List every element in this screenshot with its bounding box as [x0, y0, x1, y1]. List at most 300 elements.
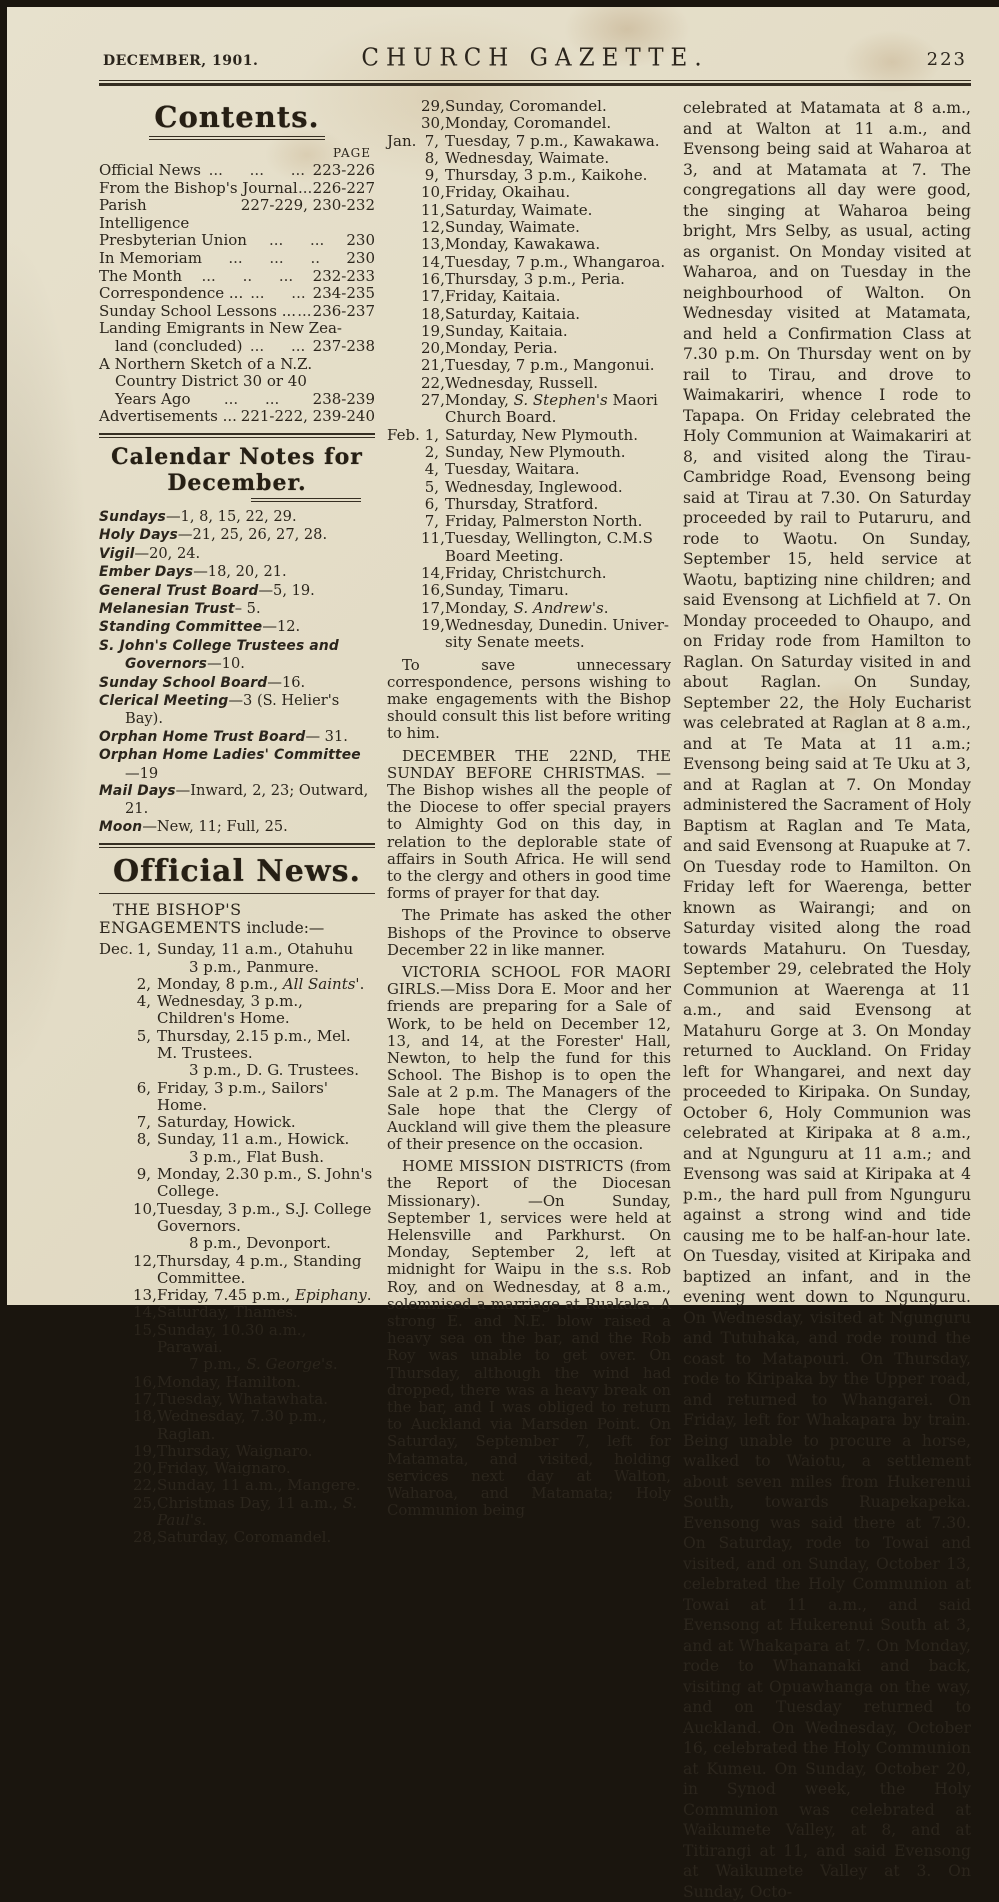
engagement-month: [387, 565, 421, 582]
engagement-month: [387, 271, 421, 288]
engagement-month: [387, 202, 421, 219]
engagement-day: 7,: [136, 1113, 151, 1132]
contents-entry-line: A Northern Sketch of a N.Z.: [99, 354, 313, 373]
calendar-entry-term: Standing Committee: [99, 619, 263, 636]
engagement-detail: Wednesday, Russell.: [445, 373, 599, 392]
engagement-day: [133, 1149, 157, 1166]
engagement-month: [99, 1356, 133, 1373]
calendar-entry-dates: —21, 25, 26, 27, 28.: [177, 526, 328, 544]
calendar-entry: [99, 746, 375, 782]
contents-entry-pages: 221-222, 239-240: [240, 407, 375, 426]
engagement-day: 12,: [133, 1251, 157, 1270]
engagement-month: [99, 1477, 133, 1494]
engagement-detail: Thursday, 2.15 p.m., Mel. M. Trustees.: [157, 1026, 351, 1062]
paper-page: [7, 7, 999, 1901]
engagement-month: Jan.: [387, 131, 417, 150]
engagement-row: [387, 617, 671, 652]
contents-entry-pages: 236-237: [312, 301, 375, 320]
engagement-detail: Monday, Coromandel.: [445, 114, 612, 133]
contents-entry-leaders: ... ... ...: [208, 162, 306, 179]
engagement-row: [387, 479, 671, 496]
engagement-row: [99, 1201, 375, 1236]
engagement-detail: Friday, 3 p.m., Sailors' Home.: [157, 1078, 328, 1114]
engagement-day: 17,: [133, 1389, 157, 1408]
engagement-day: 22,: [421, 373, 445, 392]
engagement-month: [387, 115, 421, 132]
calendar-entry-term: Sunday School Board: [99, 674, 268, 691]
engagement-detail: Monday, Peria.: [445, 339, 558, 358]
contents-entry-pages: 230: [346, 248, 375, 267]
calendar-entry: [99, 728, 375, 746]
calendar-entry-term: Holy Days: [99, 527, 178, 544]
engagement-row: [99, 1477, 375, 1494]
section-rule: [99, 433, 375, 438]
engagement-row: [387, 340, 671, 357]
official-news-heading: Official News.: [113, 854, 361, 890]
engagement-month: [99, 1322, 133, 1357]
left-column: [99, 98, 375, 1547]
engagement-detail: 3 p.m., D. G. Trustees.: [189, 1061, 360, 1080]
contents-entry-leaders: ... ...: [268, 232, 325, 250]
contents-entry: [99, 180, 375, 198]
engagement-detail: 3 p.m., Panmure.: [189, 957, 319, 976]
calendar-entry-term: Mail Days: [99, 783, 176, 799]
engagement-row: [387, 582, 671, 599]
engagement-row: [99, 1287, 375, 1304]
page-content: [99, 45, 971, 1902]
engagement-day: 22,: [133, 1476, 157, 1495]
engagement-month: [387, 496, 421, 513]
engagement-day: 4,: [136, 992, 151, 1011]
engagement-detail: Saturday, Kaitaia.: [445, 304, 581, 323]
engagement-detail: Sunday, 10.30 a.m., Parawai.: [157, 1320, 307, 1357]
engagement-month: [99, 1028, 133, 1063]
engagement-row: [387, 513, 671, 530]
contents-entry-pages: 232-233: [312, 266, 375, 285]
engagement-day: 11,: [421, 200, 445, 219]
bishop-engagements-tail: include:—: [241, 919, 325, 938]
engagement-day: 13,: [133, 1286, 157, 1305]
engagement-detail: Saturday, Coromandel.: [157, 1528, 332, 1547]
middle-column: [387, 98, 671, 1519]
engagement-month: [387, 513, 421, 530]
engagement-day: 9,: [136, 1165, 151, 1184]
engagement-month: [387, 323, 421, 340]
engagement-month: [387, 150, 421, 167]
official-news-paragraph: HOME MISSION DISTRICTS (from the Report of the Diocesan Missionary). —On Sunday, September 1, services were held at Helensville and Parkhurst. On Monday, September 2, left at midnight for Waipu in the s.s. Rob Roy, and on Wednesday, at 8 a.m., solemnised a marriage at Ruakaka. A strong E. and N.E. blow raised a heavy sea on the bar, and the Rob Roy was unable to get over. On Thursday, although the wind had dropped, there was a heavy break on the bar, and I was obliged to return to Auckland via Marsden Point. On Saturday, September 7, left for Matamata, and visited, holding services next day at Walton, Waharoa, and Matamata; Holy Communion being: [387, 1157, 671, 1520]
engagement-row: [387, 444, 671, 461]
engagement-detail: Tuesday, 3 p.m., S.J. College Governors.: [157, 1199, 372, 1235]
engagement-month: [387, 375, 421, 392]
engagement-row: [387, 461, 671, 478]
engagement-month: [387, 254, 421, 271]
contents-entry-title: In Memoriam: [99, 248, 202, 267]
engagement-day: 19,: [133, 1441, 157, 1460]
engagement-month: [387, 288, 421, 305]
engagement-detail: 7 p.m., S. George's.: [189, 1355, 338, 1374]
engagement-day: 7,: [424, 131, 439, 150]
engagement-row: [387, 98, 671, 115]
engagement-detail: Friday, Kaitaia.: [445, 287, 561, 306]
engagement-detail: Thursday, 3 p.m., Peria.: [445, 269, 625, 288]
engagement-day: [133, 1356, 157, 1373]
engagement-month: [99, 1391, 133, 1408]
calendar-entry-term: General Trust Board: [99, 582, 259, 599]
contents-entry-pages: 226-227: [312, 178, 375, 197]
engagement-detail: Wednesday, Inglewood.: [445, 477, 623, 496]
contents-entry: [99, 232, 375, 250]
calendar-entry-dates: —New, 11; Full, 25.: [142, 817, 288, 835]
contents-page-label: PAGE: [333, 146, 371, 160]
engagement-detail: Tuesday, Wellington, C.M.S Board Meeting.: [445, 529, 653, 565]
engagement-row: [99, 1529, 375, 1546]
engagement-detail: Saturday, New Plymouth.: [445, 425, 638, 444]
engagement-day: 1,: [424, 425, 439, 444]
engagement-row: [387, 323, 671, 340]
engagement-month: [99, 1495, 133, 1530]
contents-entry: [99, 162, 375, 180]
engagement-day: 6,: [424, 494, 439, 513]
engagement-row: [99, 1408, 375, 1443]
contents-entry-title: Years Ago: [115, 389, 191, 408]
engagement-row: [99, 1080, 375, 1115]
contents-entry-line: Landing Emigrants in New Zea-: [99, 319, 342, 338]
engagement-month: [99, 959, 133, 976]
engagement-row-continuation: [99, 1235, 375, 1252]
engagement-detail: Monday, Hamilton.: [157, 1372, 301, 1391]
engagement-detail: Sunday, Kaitaia.: [445, 321, 568, 340]
engagement-detail: Tuesday, Waitara.: [445, 460, 580, 479]
engagement-day: 20,: [133, 1459, 157, 1478]
contents-entry-title: Sunday School Lessons ...: [99, 301, 297, 320]
engagement-day: 16,: [421, 269, 445, 288]
engagement-month: [99, 1304, 133, 1321]
contents-entry-title: The Month: [99, 266, 183, 285]
calendar-entry-dates: —20, 24.: [134, 544, 201, 562]
contents-entry: [99, 408, 375, 426]
engagement-day: 18,: [421, 304, 445, 323]
calendar-entry: [99, 582, 375, 600]
engagement-month: [387, 340, 421, 357]
engagement-detail: Christmas Day, 11 a.m., S. Paul's.: [157, 1493, 358, 1530]
engagement-row: [387, 375, 671, 392]
engagement-detail: Sunday, Coromandel.: [445, 97, 607, 115]
contents-entry-title: Presbyterian Union: [99, 231, 247, 250]
engagement-detail: Friday, Palmerston North.: [445, 512, 643, 531]
contents-entry-leaders: ... ...: [249, 337, 306, 355]
engagement-month: [387, 582, 421, 599]
page-header: [99, 45, 971, 71]
contents-heading-underline: [149, 136, 326, 140]
engagement-detail: Monday, S. Andrew's.: [445, 598, 609, 617]
engagement-row: [387, 288, 671, 305]
engagement-month: [99, 1080, 133, 1115]
engagement-row: [387, 236, 671, 253]
engagement-month: [99, 993, 133, 1028]
calendar-entry-term: Sundays: [99, 508, 166, 525]
calendar-entry-term: Orphan Home Ladies' Committee: [99, 747, 361, 764]
issue-date: DECEMBER, 1901.: [103, 53, 259, 69]
engagement-month: [387, 600, 421, 617]
contents-entry-title: From the Bishop's Journal: [99, 178, 298, 197]
engagements-list-january-february: [387, 98, 671, 652]
engagement-row: [387, 184, 671, 201]
engagement-month: [99, 976, 133, 993]
calendar-entry-dates: —16.: [267, 673, 306, 691]
engagement-day: 5,: [136, 1026, 151, 1045]
engagement-month: [387, 306, 421, 323]
engagement-month: [99, 1408, 133, 1443]
engagement-month: [387, 617, 421, 652]
engagement-month: [99, 1131, 133, 1148]
engagement-day: 20,: [421, 339, 445, 358]
engagement-row: [99, 1166, 375, 1201]
engagement-day: 5,: [424, 477, 439, 496]
engagement-day: 12,: [421, 218, 445, 237]
calendar-entry: [99, 563, 375, 581]
engagement-detail: Saturday, Howick.: [157, 1113, 296, 1132]
contents-entry-title: land (concluded): [115, 336, 243, 355]
engagement-detail: Wednesday, Waimate.: [445, 148, 610, 167]
engagement-detail: Thursday, 4 p.m., Standing Committee.: [157, 1251, 362, 1287]
engagement-month: [99, 1166, 133, 1201]
engagement-month: [387, 461, 421, 478]
calendar-entry-term: S. John's College Trustees and Governors: [99, 637, 340, 673]
calendar-entry-term: Orphan Home Trust Board: [99, 728, 306, 745]
contents-entry-title: Parish Intelligence: [99, 196, 190, 232]
contents-entry-leaders: ... .. ...: [201, 267, 294, 285]
engagement-month: [99, 1114, 133, 1131]
contents-entry-pages: 238-239: [312, 389, 375, 408]
engagement-detail: Friday, Waignaro.: [157, 1459, 291, 1478]
section-rule: [99, 843, 375, 848]
engagement-row: [99, 1253, 375, 1288]
engagement-row: [387, 271, 671, 288]
header-rule: [99, 80, 971, 86]
engagement-row: [99, 1443, 375, 1460]
engagement-row: [99, 1304, 375, 1321]
engagement-day: 9,: [424, 166, 439, 185]
contents-entry: [99, 197, 375, 232]
engagement-month: [387, 530, 421, 565]
official-news-paragraphs: [387, 657, 671, 1520]
engagement-day: 19,: [421, 615, 445, 634]
contents-entry: [99, 391, 375, 409]
calendar-entry-term: Melanesian Trust: [99, 600, 235, 617]
engagement-day: 2,: [136, 974, 151, 993]
engagement-day: 8,: [424, 148, 439, 167]
contents-heading: Contents.: [154, 100, 320, 134]
engagement-detail: Friday, 7.45 p.m., Epiphany.: [157, 1286, 372, 1305]
engagement-month: [99, 1460, 133, 1477]
calendar-entry-term: Moon: [99, 818, 143, 835]
official-news-paragraph: The Primate has asked the other Bishops of the Province to observe December 22 in like manner.: [387, 906, 671, 959]
calendar-entry: [99, 637, 375, 674]
engagement-day: 1,: [136, 940, 151, 959]
engagement-detail: 3 p.m., Flat Bush.: [189, 1147, 324, 1166]
engagement-month: [99, 1201, 133, 1236]
engagement-day: 17,: [421, 287, 445, 306]
engagement-day: 18,: [133, 1407, 157, 1426]
engagement-detail: Tuesday, Whatawhata.: [157, 1389, 328, 1408]
contents-entry-leaders: ... ... ..: [228, 249, 321, 267]
engagement-row: [99, 1028, 375, 1063]
engagement-row: [99, 1131, 375, 1148]
contents-entry-line: Country District 30 or 40: [115, 372, 307, 391]
engagement-month: [99, 1374, 133, 1391]
column-layout: [99, 98, 971, 1902]
page-number: 223: [926, 49, 967, 70]
engagement-detail: Sunday, 11 a.m., Mangere.: [157, 1476, 361, 1495]
engagement-row: [99, 1391, 375, 1408]
calendar-entry-term: Ember Days: [99, 564, 194, 581]
calendar-list: [99, 508, 375, 836]
engagement-month: [387, 444, 421, 461]
engagement-detail: Sunday, Timaru.: [445, 581, 569, 600]
calendar-entry: [99, 508, 375, 526]
engagement-day: 15,: [133, 1320, 157, 1339]
bishop-engagements-lead: THE BISHOP'S ENGAGEMENTS: [99, 900, 242, 938]
engagement-detail: Monday, S. Stephen's Maori Church Board.: [445, 391, 658, 427]
engagement-day: 14,: [421, 564, 445, 583]
engagement-detail: Sunday, 11 a.m., Otahuhu: [157, 940, 354, 959]
engagement-row: [99, 976, 375, 993]
engagement-detail: Wednesday, Dunedin. Univer- sity Senate meets.: [445, 615, 669, 652]
engagement-day: 10,: [421, 183, 445, 202]
engagement-day: 14,: [421, 252, 445, 271]
calendar-entry-dates: —5, 19.: [258, 581, 315, 599]
bishop-engagements-intro: [99, 901, 375, 937]
engagement-row: [387, 427, 671, 444]
contents-entry-leaders: ...: [297, 302, 312, 320]
contents-entry-leaders: ... ...: [223, 390, 280, 408]
contents-entry-title: Official News: [99, 161, 201, 179]
engagement-row-continuation: [99, 1356, 375, 1373]
engagement-row: [99, 1495, 375, 1530]
engagement-row: [387, 254, 671, 271]
engagement-row: [387, 565, 671, 582]
engagement-row: [387, 202, 671, 219]
engagement-detail: Tuesday, 7 p.m., Whangaroa.: [445, 252, 666, 271]
engagement-month: [387, 167, 421, 184]
engagement-month: [387, 219, 421, 236]
engagement-day: 30,: [421, 114, 445, 133]
engagement-detail: Monday, 8 p.m., All Saints'.: [157, 974, 365, 993]
calendar-entry: [99, 674, 375, 692]
engagement-day: 11,: [421, 529, 445, 548]
engagement-day: [133, 959, 157, 976]
contents-entry-pages: 234-235: [312, 284, 375, 303]
engagement-detail: Saturday, Waimate.: [445, 200, 593, 219]
engagement-detail: Thursday, Stratford.: [445, 494, 599, 513]
official-news-paragraph: DECEMBER THE 22ND, THE SUNDAY BEFORE CHRISTMAS. — The Bishop wishes all the people of the Diocese to offer special prayers to Almighty God on this day, in relation to the deplorable state of affairs in South Africa. He will send to the clergy and others in good time forms of prayer for that day.: [387, 746, 671, 903]
engagement-month: [99, 1062, 133, 1079]
calendar-entry: [99, 545, 375, 563]
contents-entry-title: Correspondence ...: [99, 284, 244, 303]
official-news-paragraph: VICTORIA SCHOOL FOR MAORI GIRLS.—Miss Dora E. Moor and her friends are preparing for a Sale of Work, to be held on December 12, 13, and 14, at the Forester' Hall, Newton, to help the fund for this School. The Bishop is to open the Sale at 2 p.m. The Managers of the Sale hope that the Clergy of Auckland will give them the pleasure of their presence on the occasion.: [387, 962, 671, 1153]
calendar-entry: [99, 618, 375, 636]
engagement-month: [99, 1529, 133, 1546]
official-news-paragraph: To save unnecessary correspondence, persons wishing to make engagements with the Bishop should consult this list before writing to him.: [387, 655, 671, 743]
engagement-day: 16,: [133, 1372, 157, 1391]
engagement-row-continuation: [99, 1149, 375, 1166]
engagement-row-continuation: [99, 959, 375, 976]
engagement-row: [99, 993, 375, 1028]
engagement-detail: Sunday, Waimate.: [445, 218, 580, 237]
engagement-day: 19,: [421, 321, 445, 340]
contents-entry-pages: 223-226: [312, 161, 375, 179]
calendar-entry-dates: — 31.: [305, 727, 348, 745]
contents-list: [99, 162, 375, 426]
engagement-month: [99, 1253, 133, 1288]
engagement-day: 17,: [421, 598, 445, 617]
calendar-entry-term: Clerical Meeting: [99, 692, 229, 709]
engagement-detail: Friday, Okaihau.: [445, 183, 571, 202]
engagement-month: Feb.: [387, 425, 420, 444]
engagement-detail: Thursday, Waignaro.: [157, 1441, 313, 1460]
engagement-day: 10,: [133, 1199, 157, 1218]
engagement-day: 2,: [424, 442, 439, 461]
engagement-row: [387, 167, 671, 184]
calendar-entry-dates: —10.: [207, 655, 245, 673]
calendar-entry: [99, 600, 375, 618]
calendar-entry: [99, 526, 375, 544]
engagement-row: [99, 1374, 375, 1391]
engagement-day: 29,: [421, 97, 445, 115]
contents-entry-leaders: ...: [297, 179, 313, 197]
engagement-day: [133, 1235, 157, 1252]
engagement-month: [99, 1287, 133, 1304]
calendar-entry: [99, 782, 375, 818]
engagement-day: 4,: [424, 460, 439, 479]
engagement-row: [387, 133, 671, 150]
contents-entry: [99, 268, 375, 286]
engagement-detail: Thursday, 3 p.m., Kaikohe.: [445, 166, 648, 185]
engagement-day: 14,: [133, 1303, 157, 1322]
engagement-day: 7,: [424, 512, 439, 531]
engagement-row: [387, 392, 671, 427]
engagement-month: Dec.: [99, 940, 134, 959]
right-column: [683, 98, 971, 1902]
calendar-entry-dates: – 5.: [234, 599, 261, 617]
engagement-row: [387, 530, 671, 565]
engagement-row-continuation: [99, 1062, 375, 1079]
contents-entry: [99, 250, 375, 268]
engagement-detail: Tuesday, 7 p.m., Mangonui.: [445, 356, 655, 375]
contents-entry-title: Advertisements ...: [99, 407, 237, 426]
bishops-journal-text: celebrated at Matamata at 8 a.m., and at Walton at 11 a.m., and Evensong being said at Waharoa at 3, and at Matamata at 7. The congregations all day were good, the singing at Waharoa being bright, Mrs Selby, as usual, acting as organist. On Monday visited at Waharoa, and on Tuesday in the neighbourhood of Walton. On Wednesday visited at Matamata, and held a Confirmation Class at 7.30 p.m. On Thursday went on by rail to Tirau, and drove to Waimakariri, whence I rode to Tapapa. On Friday celebrated the Holy Communion at Waimakariri at 8, and visited along the Tirau-Cambridge Road, Evensong being said at Tirau at 7.30. On Saturday proceeded by rail to Putaruru, and rode to Waotu. On Sunday, September 15, held service at Waotu, baptizing nine children; and said Evensong at Lichfield at 7. On Monday proceeded to Ohaupo, and on Friday rode from Hamilton to Raglan. On Saturday visited in and about Raglan. On Sunday, September 22, the Holy Eucharist was celebrated at Raglan at 8 a.m., and at Te Mata at 11 a.m.; Evensong being said at Te Uku at 3, and at Raglan at 7. On Monday administered the Sacrament of Holy Baptism at Raglan and Te Mata, and said Evensong at Ruapuke at 7. On Tuesday rode to Hamilton. On Friday left for Waerenga, better known as Wairangi; and on Saturday visited along the road towards Matahuru. On Tuesday, September 29, celebrated the Holy Communion at Waerenga at 11 a.m., and said Evensong at Matahuru Gorge at 3. On Monday returned to Auckland. On Friday left for Whangarei, and next day proceeded to Kiripaka. On Sunday, October 6, Holy Communion was celebrated at Kiripaka at 8 a.m., and at Ngunguru at 11 a.m.; and Evensong was said at Kiripaka at 4 p.m., the hard pull from Ngunguru against a strong wind and tide causing me to be half-an-hour late. On Tuesday, visited at Kiripaka and baptized an infant, and in the evening went down to Ngunguru. On Wednesday, visited at Ngunguru and Tutuhaka, and rode round the coast to Matapouri. On Thursday, rode to Kiripaka by the Upper road, and returned to Whangarei. On Friday, left for Whakapara by train. Being unable to procure a horse, walked to Waiotu, a settlement about seven miles from Hukerenui South, towards Ruapekapeka. Evensong was said there at 7.30. On Saturday, rode to Towai and visited, and on Sunday, October 13, celebrated the Holy Communion at Towai at 11 a.m., and said Evensong at Hukerenui South at 3, and at Whakapara at 7. On Monday, rode to Whananaki and back, visiting at Opuawhanga on the way, and on Tuesday returned to Auckland. On Wednesday, October 16, celebrated the Holy Communion at Kumeu. On Sunday, October 20, in Synod week, the Holy Communion was celebrated at Waikumete Valley, at 8, and at Titirangi at 11, and said Evensong at Waikumete Valley at 3. On Sunday, Octo-: [683, 99, 971, 1901]
calendar-entry-dates: —Inward, 2, 23; Outward, 21.: [125, 782, 369, 818]
engagement-day: [133, 1062, 157, 1079]
engagement-day: 21,: [421, 356, 445, 375]
engagement-month: [387, 98, 421, 115]
engagement-row: [99, 1114, 375, 1131]
contents-entry-pages: 227-229, 230-232: [240, 196, 375, 215]
contents-entry-pages: 230: [346, 231, 375, 250]
engagement-row: [387, 600, 671, 617]
engagement-row: [387, 150, 671, 167]
engagement-detail: Tuesday, 7 p.m., Kawakawa.: [445, 131, 660, 150]
engagement-day: 6,: [136, 1078, 151, 1097]
engagement-detail: Sunday, New Plymouth.: [445, 442, 626, 461]
calendar-entry: [99, 818, 375, 836]
engagement-detail: Monday, Kawakawa.: [445, 235, 601, 254]
calendar-entry-dates: —19: [125, 764, 159, 782]
engagement-day: 16,: [421, 581, 445, 600]
calendar-heading-underline: [251, 498, 361, 502]
engagement-row: [387, 219, 671, 236]
engagement-month: [387, 479, 421, 496]
